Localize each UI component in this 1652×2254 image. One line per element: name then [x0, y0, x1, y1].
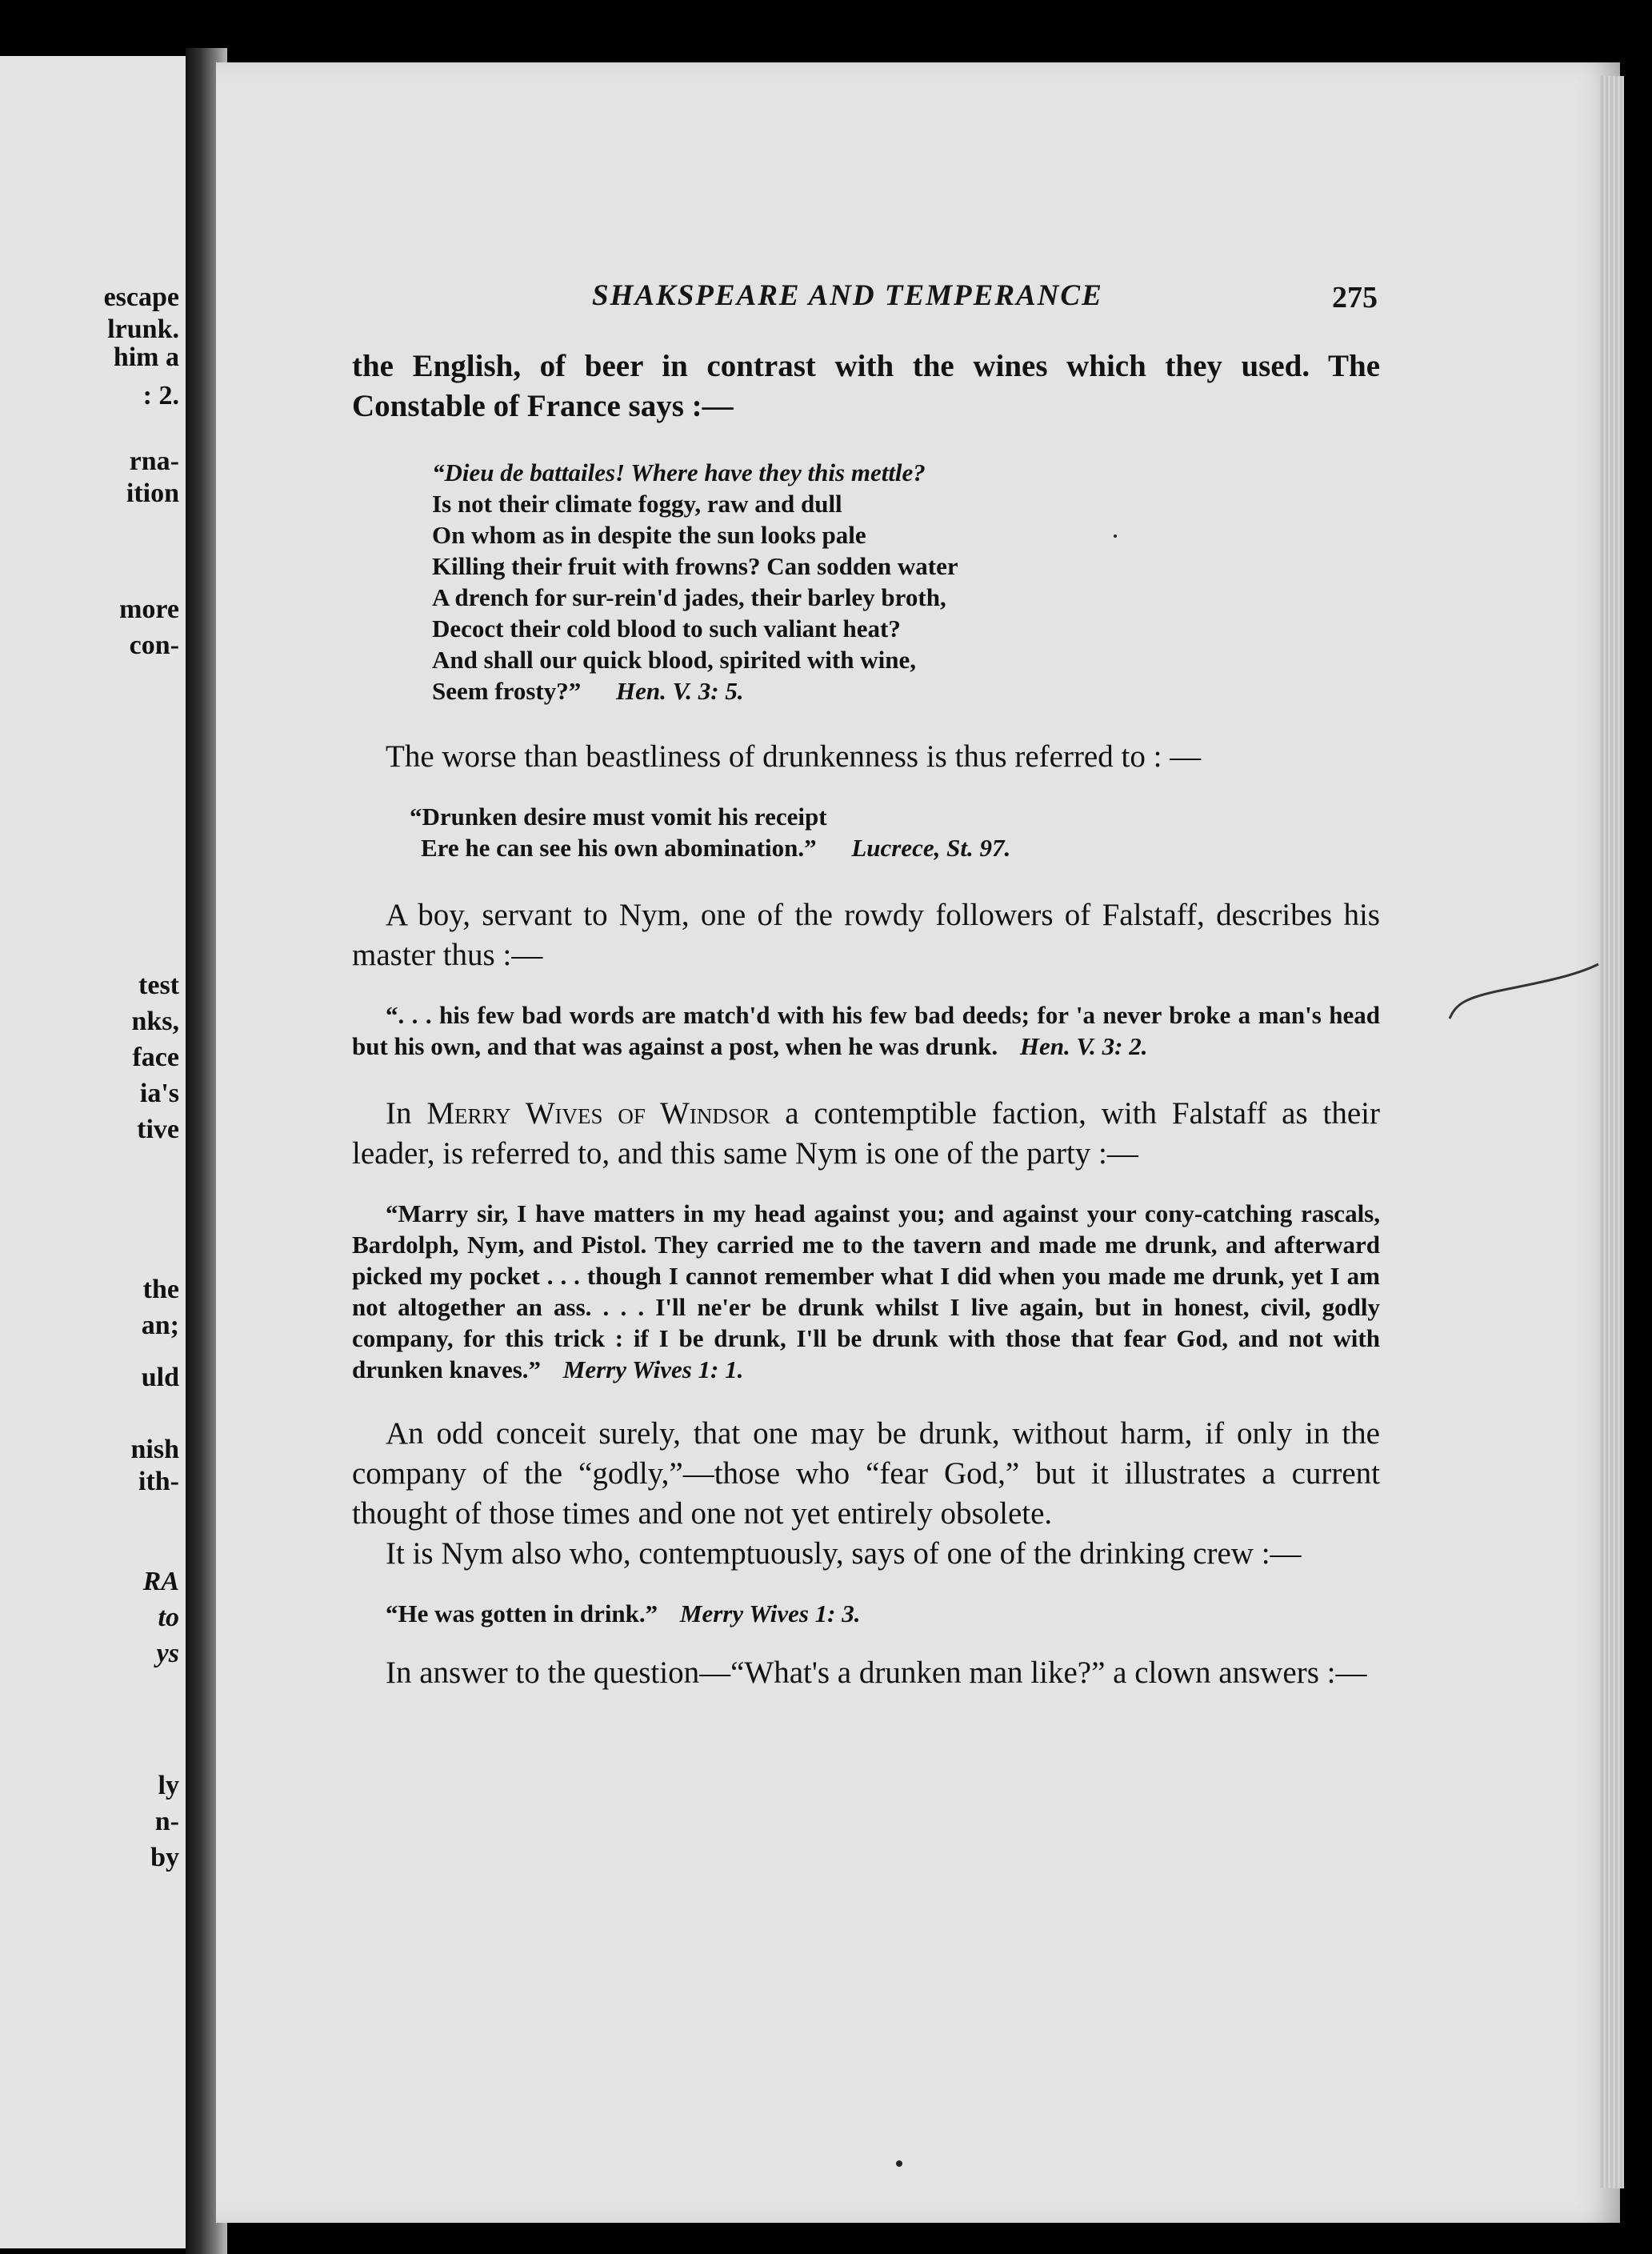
verse-line: Decoct their cold blood to such valiant heat?: [432, 615, 901, 643]
paragraph-5: An odd conceit surely, that one may be drunk, without harm, if only in the company of the “godly,”—those who “fear God,” but it illustrates a current thought of those times and one not yet entirely obsolete.: [352, 1416, 1380, 1531]
facing-page-fragment: ia's: [139, 1079, 179, 1108]
paragraph-1: the English, of beer in contrast with the wines which they used. The Constable of France says :—: [352, 349, 1380, 423]
running-title: SHAKSPEARE AND TEMPERANCE: [592, 279, 1103, 312]
quote-text: “He was gotten in drink.”: [386, 1599, 658, 1627]
verse-line: And shall our quick blood, spirited with wine,: [432, 646, 916, 674]
facing-page-fragment: by: [150, 1843, 179, 1872]
verse-line: “Drunken desire must vomit his receipt: [410, 803, 827, 831]
block-quote-3: [352, 999, 1380, 1062]
citation: Merry Wives 1: 3.: [679, 1599, 861, 1627]
paragraph-7: In answer to the question—“What's a drunken man like?” a clown answers :—: [386, 1655, 1367, 1690]
play-title: Merry Wives of Windsor: [426, 1096, 770, 1131]
facing-page-fragment: tive: [137, 1115, 179, 1144]
verse-line-last: [432, 675, 1380, 707]
citation: Lucrece, St. 97.: [851, 834, 1011, 862]
facing-page-fragment: lrunk.: [107, 314, 179, 344]
verse-line: A drench for sur-rein'd jades, their barley broth,: [432, 583, 946, 611]
facing-page-fragment: ly: [158, 1771, 179, 1800]
paragraph-3: A boy, servant to Nym, one of the rowdy followers of Falstaff, describes his master thus :—: [352, 898, 1380, 972]
facing-page-fragment: him a: [113, 342, 179, 372]
verse-quote-2: [410, 801, 1380, 863]
facing-page-fragment: ys: [156, 1639, 179, 1668]
quote-text: “. . . his few bad words are match'd with his few bad deeds; for 'a never broke a man's head but his own, and that was against a post, when he was drunk.: [352, 1001, 1380, 1060]
citation: Hen. V. 3: 2.: [1019, 1032, 1148, 1060]
paragraph-2: The worse than beastliness of drunkenness is thus referred to : —: [386, 739, 1202, 774]
verse-line: Seem frosty?”: [432, 677, 582, 705]
paragraph-4-before: In: [386, 1096, 427, 1131]
facing-page-fragment: n-: [154, 1807, 179, 1836]
page-content: [352, 276, 1380, 1693]
verse-line: On whom as in despite the sun looks pale: [432, 521, 866, 549]
block-quote-6: [352, 1598, 1380, 1629]
facing-page-fragment: test: [138, 971, 179, 1000]
speck: [896, 2160, 902, 2167]
block-quote-4: [352, 1198, 1380, 1385]
facing-page-fragment: con-: [129, 631, 179, 660]
facing-page-fragment: nish: [130, 1435, 179, 1464]
quote-text: “Marry sir, I have matters in my head against you; and against your cony-catching rascals, Bardolph, Nym, and Pistol. They carried me to the tavern and made me drunk, and afterward picked my pocket . . . though I cannot remember what I did when you made me drunk, yet I am not altogether an ass. . . . I'll ne'er be drunk whilst I live again, but in honest, civil, godly company, for this trick : if I be drunk, I'll be drunk with those that fear God, and not with drunken knaves.”: [352, 1199, 1380, 1383]
citation: Hen. V. 3: 5.: [616, 677, 744, 705]
verse-line: Ere he can see his own abomination.”: [421, 834, 817, 862]
verse-line: “Dieu de battailes! Where have they this mettle?: [432, 458, 926, 486]
facing-page-fragment: to: [158, 1603, 179, 1632]
paragraph-4: [352, 1094, 1380, 1174]
margin-pencil-mark: [1448, 956, 1600, 1020]
facing-page-fragment: rna-: [129, 446, 179, 476]
facing-page-fragment: face: [132, 1043, 179, 1072]
facing-page-fragment: uld: [141, 1363, 179, 1392]
verse-line: Is not their climate foggy, raw and dull: [432, 490, 842, 518]
facing-page-fragment: ition: [126, 478, 179, 508]
page-number: 275: [1332, 281, 1378, 314]
facing-page-fragment: ith-: [138, 1467, 179, 1496]
facing-page-fragment: : 2.: [142, 381, 179, 410]
paragraph-6: It is Nym also who, contemptuously, says of one of the drinking crew :—: [386, 1536, 1302, 1571]
facing-page-fragment: the: [142, 1275, 179, 1304]
verse-line: Killing their fruit with frowns? Can sodden water: [432, 552, 958, 580]
facing-page-fragment: nks,: [131, 1007, 179, 1036]
facing-page: [0, 56, 192, 2248]
verse-line-last: [421, 832, 1380, 863]
facing-page-fragment: escape: [103, 282, 179, 312]
paragraph-4-after: a contemptible faction, with Falstaff as their leader, is referred to, and this same Nym is one of the party :—: [352, 1096, 1380, 1171]
facing-page-fragment: more: [119, 595, 179, 624]
citation: Merry Wives 1: 1.: [562, 1355, 744, 1383]
page-edge: [1600, 76, 1624, 2188]
facing-page-fragment: an;: [141, 1311, 179, 1340]
speck: [1114, 534, 1117, 538]
verse-quote-1: [432, 457, 1380, 707]
facing-page-fragment: RA: [142, 1567, 179, 1596]
